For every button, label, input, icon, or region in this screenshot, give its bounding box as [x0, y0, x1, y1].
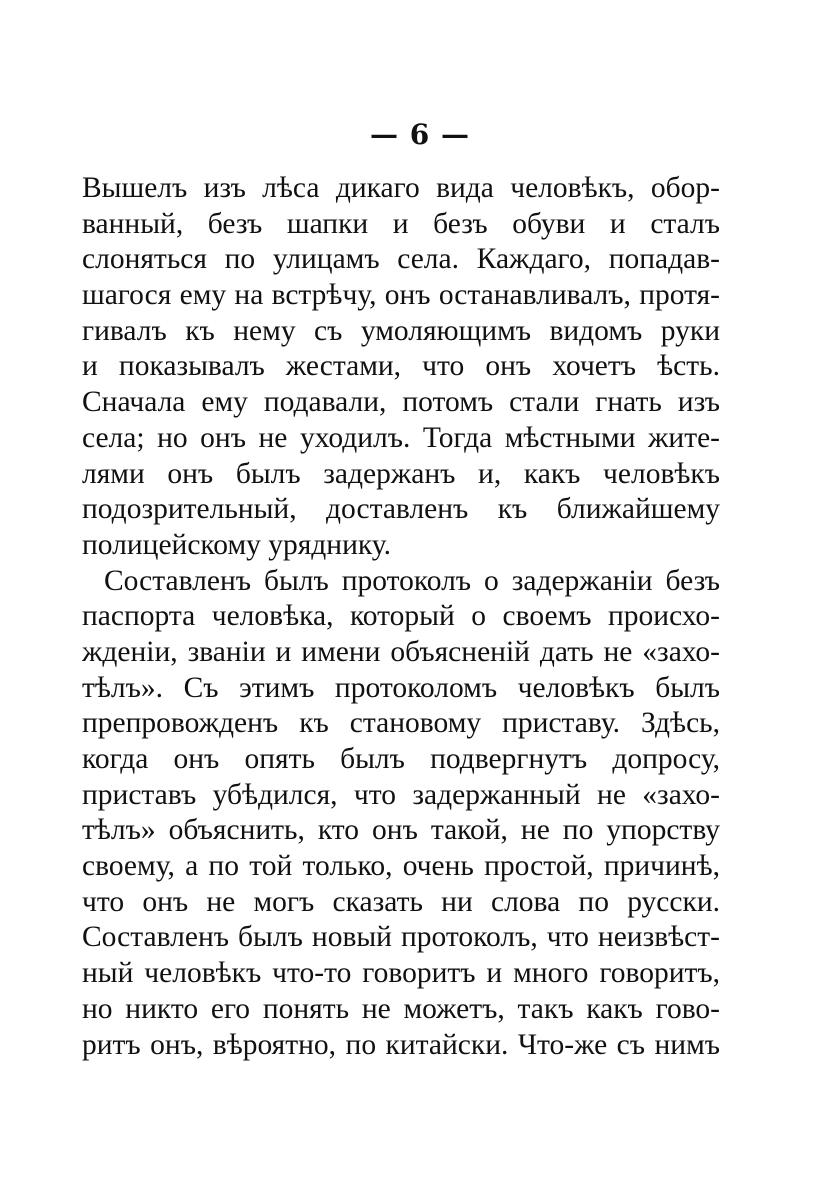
text-line: шагося ему на встрѣчу, онъ останавливалъ, протя-	[82, 279, 720, 312]
text-line: что онъ не могъ сказать ни слова по русски.	[82, 885, 720, 918]
text-line: полицейскому уряднику.	[82, 528, 391, 561]
text-line: препровожденъ къ становому приставу. Здѣсь,	[82, 707, 720, 740]
body-text	[82, 171, 720, 1063]
text-line: лями онъ былъ задержанъ и, какъ человѣкъ	[82, 457, 720, 490]
text-line: тѣлъ». Съ этимъ протоколомъ человѣкъ былъ	[82, 671, 720, 704]
text-line: жденiи, званiи и имени объясненiй дать не «захо-	[82, 635, 720, 668]
text-line: Сначала ему подавали, потомъ стали гнать изъ	[82, 386, 720, 419]
text-line: паспорта человѣка, который о своемъ происхо-	[82, 600, 720, 633]
text-line: подозрительный, доставленъ къ ближайшему	[82, 493, 720, 526]
text-line: и показывалъ жестами, что онъ хочетъ ѣсть.	[82, 350, 720, 383]
text-line: Вышелъ изъ лѣса дикаго вида человѣкъ, обор-	[82, 172, 720, 204]
text-line: села; но онъ не уходилъ. Тогда мѣстными жите-	[82, 421, 720, 454]
text-line: ритъ онъ, вѣроятно, по китайски. Что-же съ нимъ	[82, 1028, 720, 1061]
text-line: ванный, безъ шапки и безъ обуви и сталъ	[82, 207, 720, 240]
page-number: — 6 —	[370, 118, 470, 151]
text-line: слоняться по улицамъ села. Каждаго, попадав-	[82, 243, 720, 276]
text-line: ный человѣкъ что-то говоритъ и много говоритъ,	[82, 957, 720, 990]
text-line: Составленъ былъ протоколъ о задержанiи безъ	[104, 564, 720, 597]
paragraph-1	[82, 171, 720, 564]
text-line: но никто его понять не можетъ, такъ какъ гово-	[82, 992, 720, 1025]
text-line: приставъ убѣдился, что задержанный не «захо-	[82, 778, 720, 811]
text-line: когда онъ опять былъ подвергнутъ допросу,	[82, 743, 720, 775]
text-line: Составленъ былъ новый протоколъ, что неизвѣст-	[82, 921, 720, 954]
text-line: гивалъ къ нему съ умоляющимъ видомъ руки	[82, 314, 720, 347]
text-line: своему, а по той только, очень простой, причинѣ,	[82, 850, 720, 883]
text-line: тѣлъ» объяснить, кто онъ такой, не по упорству	[82, 814, 720, 847]
paragraph-2	[82, 564, 720, 1064]
